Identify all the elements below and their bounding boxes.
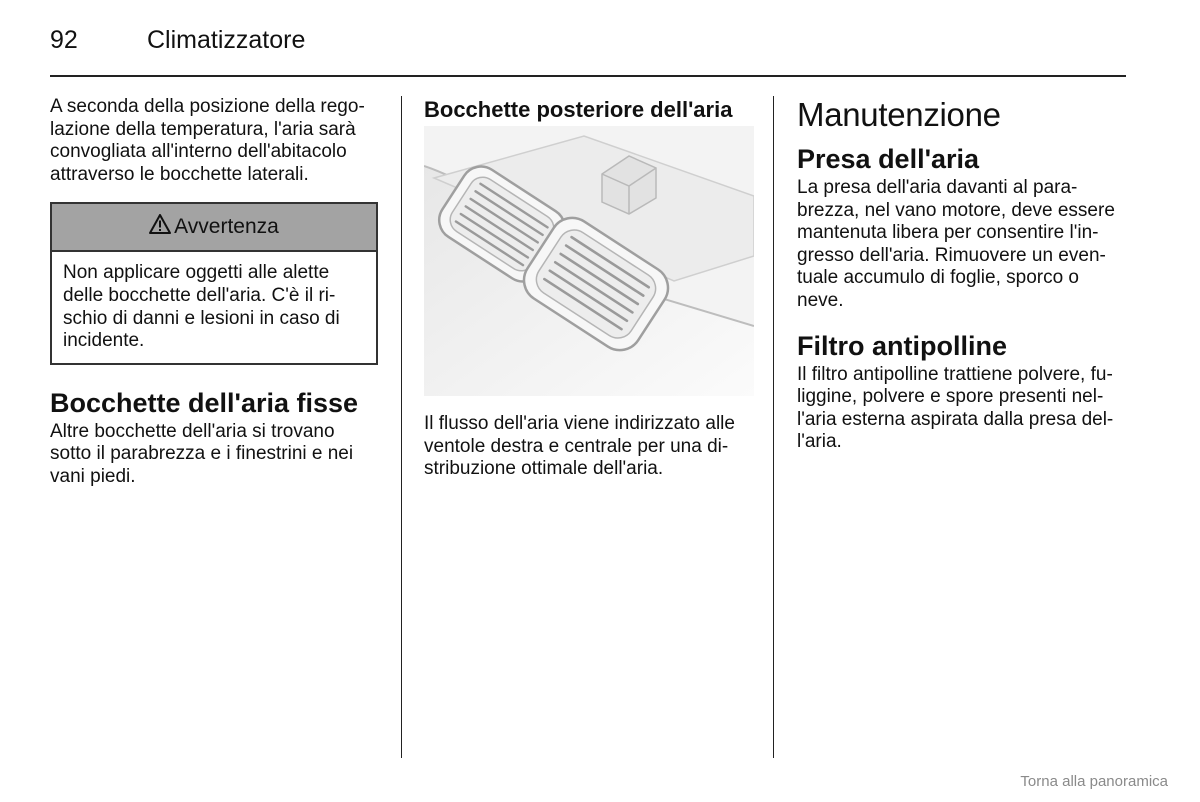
column-left [50,96,380,489]
maintenance-title: Manutenzione [797,96,1001,133]
rear-vents-title: Bocchette posteriore dell'aria [424,97,733,122]
column-divider-left [401,96,402,758]
warning-triangle-icon [149,214,171,240]
page-number: 92 [50,26,78,54]
pollen-filter-text: Il filtro antipolline trattiene polvere, fu-liggine, polvere e spore presenti nel-l'aria esterna aspirata dalla presa del-l'aria. [797,363,1114,453]
section-text-fixed-vents: Altre bocchette dell'aria si trovano sotto il parabrezza e i finestrini e nei vani piedi. [50,420,354,487]
back-to-overview-link[interactable]: Torna alla panoramica [1020,773,1168,790]
pollen-filter-title: Filtro antipolline [797,330,1007,361]
air-intake-title: Presa dell'aria [797,144,980,174]
intro-text: A seconda della posizione della rego-lazione della temperatura, l'aria sarà convogliata all'interno dell'abitacolo attraverso le bocchette laterali. [50,96,365,185]
rear-vents-illustration [424,126,754,396]
chapter-title: Climatizzatore [147,26,306,54]
page-header [50,24,1126,76]
air-intake-text: La presa dell'aria davanti al para-brezza, nel vano motore, deve essere mantenuta libera per consentire l'in-gresso dell'aria. Rimuovere un even-tuale accumulo di foglie, sporco o neve. [797,177,1115,311]
column-middle [424,96,754,481]
column-right [797,96,1127,454]
header-rule [50,75,1126,77]
rear-vents-text: Il flusso dell'aria viene indirizzato alle ventole destra e centrale per una di-stribuzione ottimale dell'aria. [424,413,735,480]
column-divider-right [773,96,774,758]
warning-header [52,204,376,252]
warning-box [50,202,378,364]
section-title-fixed-vents: Bocchette dell'aria fisse [50,387,359,418]
warning-title: Avvertenza [174,215,279,239]
warning-body: Non applicare oggetti alle alette delle bocchette dell'aria. C'è il ri-schio di danni e lesioni in caso di incidente. [63,262,340,352]
intro-paragraph [50,96,380,186]
